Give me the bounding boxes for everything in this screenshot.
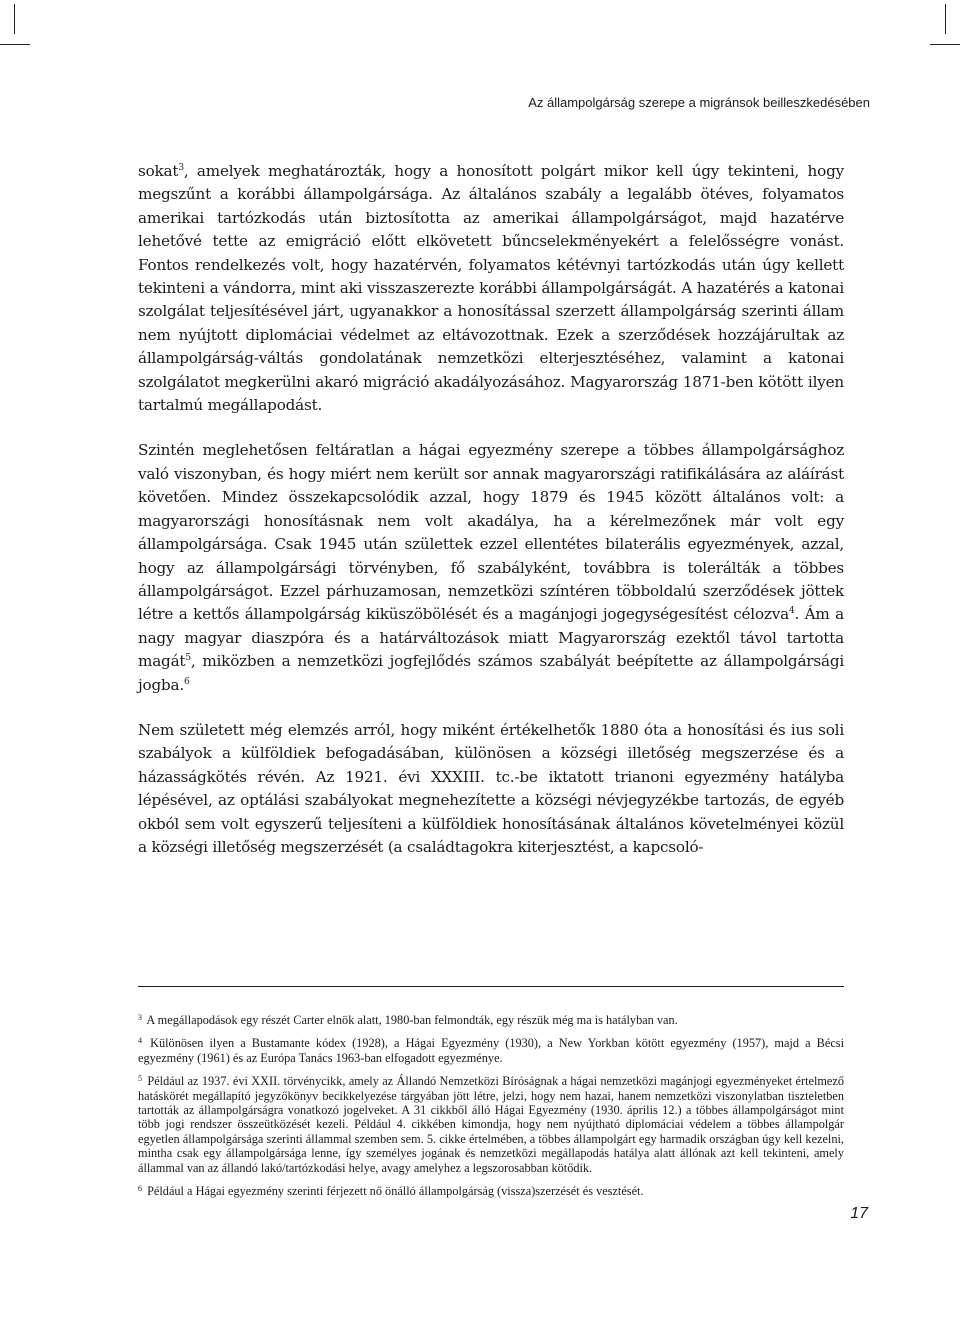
- crop-mark: [930, 44, 960, 45]
- footnote-separator: [138, 986, 844, 987]
- footnote-text: Például a Hágai egyezmény szerinti férjezett nő önálló állampolgárság (vissza)szerzését és vesztését.: [147, 1184, 644, 1199]
- footnote-ref[interactable]: 6: [183, 676, 190, 687]
- footnote-ref[interactable]: 4: [788, 606, 795, 617]
- footnote-text: Különösen ilyen a Bustamante kódex (1928), a Hágai Egyezmény (1930), a New Yorkban kötött egyezmény (1957), majd a Bécsi egyezmény (1961) és az Európa Tanács 1963-ban elfogadott egyezménye.: [138, 1036, 844, 1065]
- footnote-ref[interactable]: 5: [185, 653, 191, 664]
- text-run: sokat: [138, 162, 179, 180]
- footnote-number: 6: [138, 1184, 142, 1194]
- footnote-number: 3: [138, 1013, 142, 1022]
- footnote: [138, 1013, 844, 1027]
- crop-mark: [0, 44, 30, 45]
- footnote-ref[interactable]: 3: [178, 163, 184, 173]
- text-run: Szintén meglehetősen feltáratlan a hágai egyezmény szerepe a többes állampolgársághoz való viszonyban, és hogy miért nem került sor annak magyarországi ratifikálására az aláírást követően. Mindez összekapcsolódik azzal, hogy 1879 és 1945 között általános volt: a magyarországi honosításnak nem volt akadálya, ha a kérelmezőnek már volt egy állampolgársága. Csak 1945 után születtek ezzel ellentétes bilaterális egyezmények, azzal, hogy az állampolgársági törvényben, fő szabályként, továbbra is tolerálták a többes állampolgárságot. Ezzel párhuzamosan, nemzetközi színtéren többoldalú szerződések jöttek létre a kettős állampolgárság kiküszöbölését és a magánjogi jogegységesítést célozva: [138, 441, 844, 624]
- text-run: , miközben a nemzetközi jogfejlődés számos szabályát beépítette az állampolgársági jogba.: [138, 652, 844, 694]
- footnote-text: A megállapodások egy részét Carter elnök alatt, 1980-ban felmondták, egy részük még ma is hatályban van.: [146, 1013, 678, 1027]
- crop-mark: [14, 4, 15, 34]
- footnote-number: 4: [138, 1036, 142, 1046]
- footnote-number: 5: [138, 1074, 142, 1084]
- footnote-text: Például az 1937. évi XXII. törvénycikk, amely az Állandó Nemzetközi Bíróságnak a hágai nemzetközi magánjogi egyezményeket értelmező hatáskörét megállapító jegyzőkönyv becikkelyezése tárgyában jött létre, jelzi, hogy nem hazai, hanem nemzetközi viszonylatban tiszteletben tartották az állampolgárságra vonatkozó jogelveket. A 31 cikkből álló Hágai Egyezmény (1930. április 12.) a többes állampolgárságot mint több jogi rendszer összeütközését kezeli. Például 4. cikkében kimondja, hogy nem nyújtható diplomáciai védelem a többes állampolgár egyetlen állampolgársága szerinti állammal szemben sem. 5. cikke értelmében, a többes állampolgárt egy harmadik országban úgy kell kezelni, mintha csak egy állampolgársága lenne, így személyes jogának és nemzetközi megállapodás hatálya alatt állónak azt kell tekinteni, amely állammal van az állandó lakó/tartózkodási helye, avagy amelyhez a legszorosabban kötődik.: [138, 1074, 844, 1175]
- footnote: [138, 1184, 844, 1198]
- page-number: 17: [850, 1205, 868, 1222]
- footnote: [138, 1074, 844, 1175]
- paragraph-1: [138, 160, 844, 417]
- paragraph-2: [138, 439, 844, 696]
- crop-mark: [945, 4, 946, 34]
- text-run: , amelyek meghatározták, hogy a honosított polgárt mikor kell úgy tekinteni, hogy megszűnt a korábbi állampolgársága. Az általános szabály a legalább ötéves, folyamatos amerikai tartózkodás után biztosította az amerikai állampolgárságot, majd hazatérve lehetővé tette az emigráció előtt elkövetett bűncselekményekért a felelősségre vonást. Fontos rendelkezés volt, hogy hazatérvén, folyamatos kétévnyi tartózkodás után úgy kellett tekinteni a vándorra, mint aki visszaszerezte korábbi állampolgárságát. A hazatérés a katonai szolgálat teljesítésével járt, ugyanakkor a honosítással szerzett állampolgárság szerinti állam nem nyújtott diplomáciai védelmet az eltávozottnak. Ezek a szerződések hozzájárultak az állampolgárság-váltás gondolatának nemzetközi elterjesztéséhez, valamint a katonai szolgálatot megkerülni akaró migráció akadályozásához. Magyarország 1871-ben kötött ilyen tartalmú megállapodást.: [138, 162, 844, 415]
- footnote: [138, 1036, 844, 1065]
- footnotes: [138, 1013, 844, 1207]
- text-run: . Ám a nagy magyar diaszpóra és a határváltozások miatt Magyarország ezektől távol tartotta magát: [138, 605, 844, 671]
- body-text: [138, 160, 844, 881]
- paragraph-3: Nem született még elemzés arról, hogy miként értékelhetők 1880 óta a honosítási és ius soli szabályok a külföldiek befogadásában, különösen a községi illetőség megszerzése és a házasságkötés révén. Az 1921. évi XXXIII. tc.-be iktatott trianoni egyezmény hatályba lépésével, az optálási szabályokat megnehezítette a községi névjegyzékbe tartozás, de egyéb okból sem volt egyszerű teljesíteni a külföldiek honosításának általános követelményei közül a községi illetőség megszerzését (a családtagokra kiterjesztést, a kapcsoló-: [138, 720, 844, 856]
- running-header: Az állampolgárság szerepe a migránsok beilleszkedésében: [528, 95, 870, 110]
